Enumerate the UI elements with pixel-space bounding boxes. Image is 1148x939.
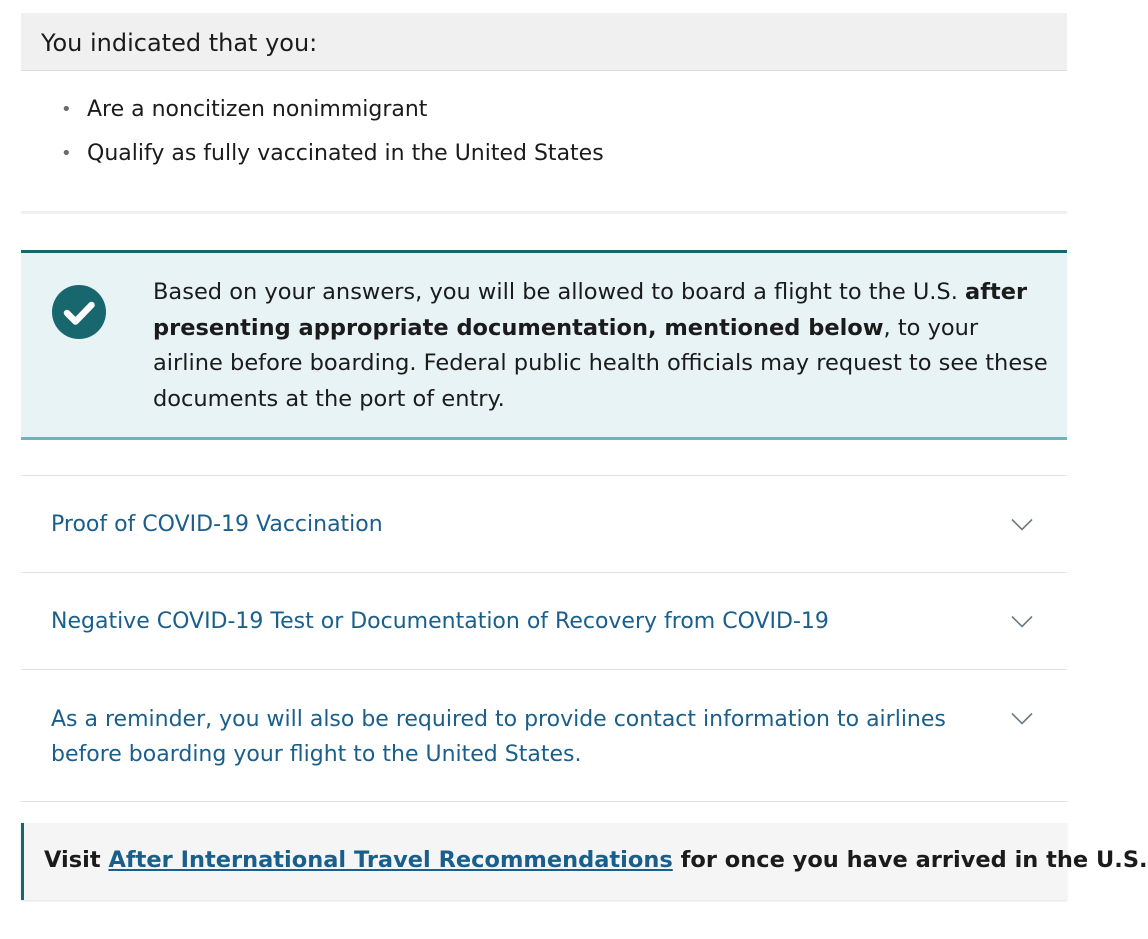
chevron-down-icon[interactable] xyxy=(1011,712,1033,726)
bullet-icon: • xyxy=(61,143,72,164)
accordion-item-negative-test[interactable] xyxy=(21,572,1067,669)
list-item-text: Are a noncitizen nonimmigrant xyxy=(87,97,428,122)
accordion-item-contact-info[interactable] xyxy=(21,669,1067,801)
bullet-icon: • xyxy=(61,99,72,120)
alert-message xyxy=(153,275,1053,417)
list-item-text: Qualify as fully vaccinated in the United States xyxy=(87,141,604,166)
visit-callout xyxy=(21,823,1148,900)
summary-header xyxy=(21,13,1067,71)
summary-title: You indicated that you: xyxy=(41,29,318,57)
after-travel-recommendations-link[interactable]: After International Travel Recommendations xyxy=(108,847,673,873)
chevron-down-icon[interactable] xyxy=(1011,518,1033,532)
alert-text-before: Based on your answers, you will be allowed to board a flight to the U.S. xyxy=(153,279,966,305)
success-alert xyxy=(21,250,1067,440)
accordion-item-vaccination-proof[interactable] xyxy=(21,475,1067,572)
check-circle-icon xyxy=(52,285,106,339)
alert-text-bold: after presenting appropriate documentation, mentioned below xyxy=(153,279,1028,341)
divider xyxy=(21,801,1067,802)
accordion-item-label: As a reminder, you will also be required to provide contact information to airlines before boarding your flight to the United States. xyxy=(51,707,946,767)
divider xyxy=(21,211,1067,214)
accordion-item-label: Negative COVID-19 Test or Documentation of Recovery from COVID-19 xyxy=(51,609,829,634)
visit-prefix: Visit xyxy=(44,847,109,873)
accordion-item-label: Proof of COVID-19 Vaccination xyxy=(51,512,383,537)
criteria-list xyxy=(21,72,1067,212)
alert-text-after: , to your airline before boarding. Federal public health officials may request to see these documents at the port of entry. xyxy=(153,314,1048,412)
visit-text xyxy=(44,843,1148,877)
chevron-down-icon[interactable] xyxy=(1011,615,1033,629)
visit-suffix: for once you have arrived in the U.S. xyxy=(672,847,1148,873)
